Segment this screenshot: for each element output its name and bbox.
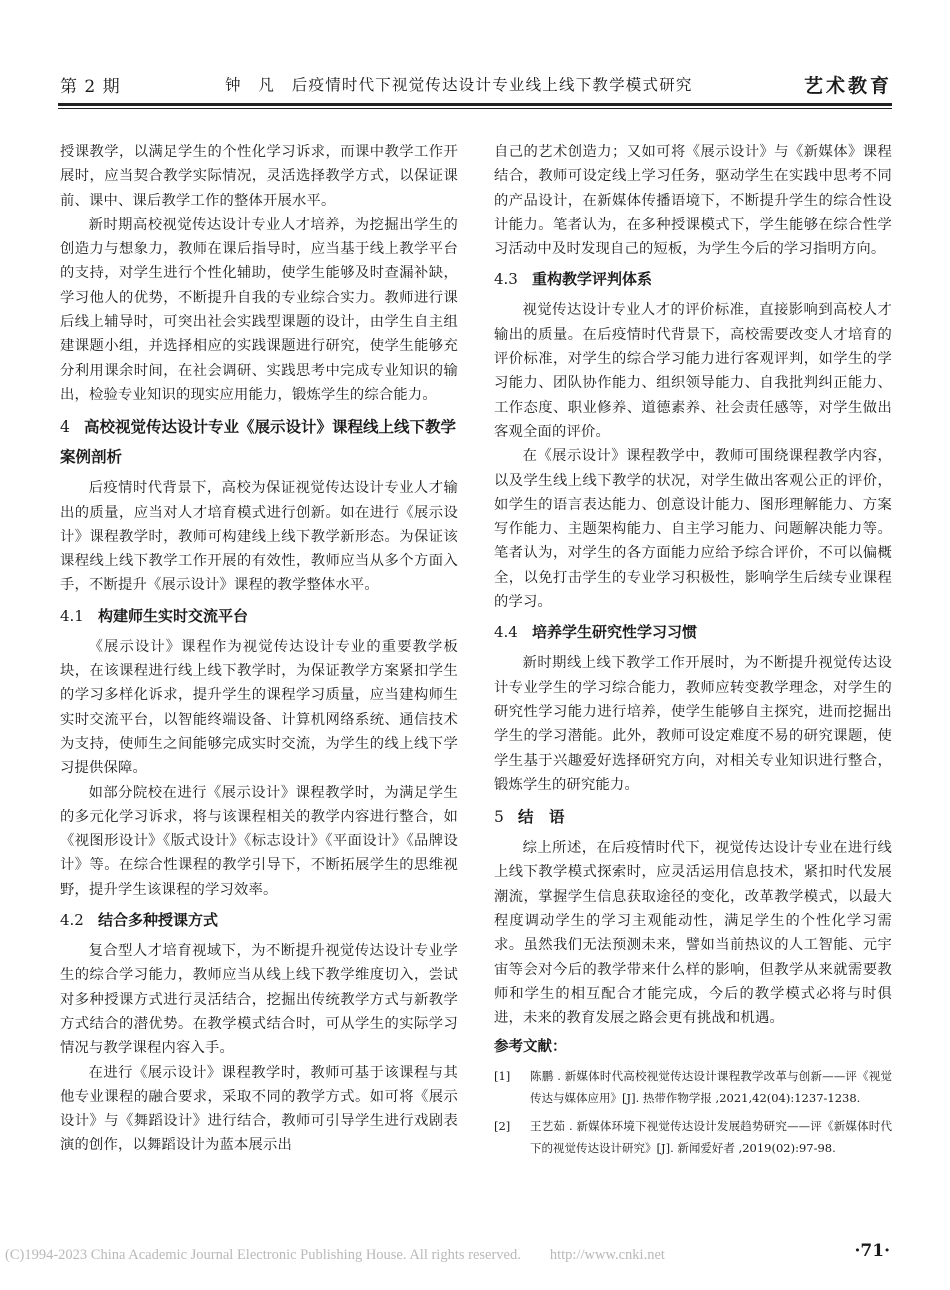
section-heading bbox=[60, 412, 458, 472]
paragraph: 后疫情时代背景下，高校为保证视觉传达设计专业人才输出的质量，应当对人才培育模式进行创新。如在进行《展示设计》课程教学时，教师可构建线上线下教学新形态。为保证该课程线上线下教学工作开展的有效性，教师应当从多个方面入手，不断提升《展示设计》课程的教学整体水平。 bbox=[60, 480, 458, 594]
journal-name: 艺术教育 bbox=[803, 75, 892, 97]
subsection-title: 培养学生研究性学习习惯 bbox=[532, 623, 698, 642]
subsection-title: 重构教学评判体系 bbox=[532, 270, 653, 289]
left-column bbox=[60, 140, 458, 1158]
reference-item bbox=[494, 1115, 892, 1159]
page-number: ·71· bbox=[854, 1241, 890, 1261]
paragraph: 自己的艺术创造力；又如可将《展示设计》与《新媒体》课程结合，教师可设定线上学习任务，驱动学生在实践中思考不同的产品设计，在新媒体传播语境下，不断提升学生的综合性设计能力。笔者认为，在多种授课模式下，学生能够在综合性学习活动中及时发现自己的短板，为学生今后的学习指明方向。 bbox=[494, 144, 892, 258]
header-rule-thin bbox=[58, 108, 892, 109]
paragraph: 新时期线上线下教学工作开展时，为不断提升视觉传达设计专业学生的学习综合能力，教师应转变教学理念，对学生的研究性学习能力进行培养，使学生能够自主探究，进而挖掘出学生的学习潜能。此外，教师可设定难度不易的研究课题，使学生基于兴趣爱好选择研究方向，对相关专业知识进行整合，锻炼学生的研究能力。 bbox=[494, 655, 892, 793]
reference-text: 王艺茹 . 新媒体环境下视觉传达设计发展趋势研究——评《新媒体时代下的视觉传达设计研究》[J]. 新闻爱好者 ,2019(02):97-98. bbox=[530, 1118, 892, 1155]
subsection-heading bbox=[494, 619, 892, 646]
subsection-title: 构建师生实时交流平台 bbox=[98, 606, 249, 625]
subsection-number: 4.3 bbox=[494, 270, 518, 289]
copyright-watermark: (C)1994-2023 China Academic Journal Electronic Publishing House. All rights reserved. http://www.cnki.net bbox=[5, 1247, 665, 1263]
reference-number: [1] bbox=[494, 1068, 511, 1083]
section-number: 5 bbox=[494, 808, 504, 827]
paragraph: 视觉传达设计专业人才的评价标准，直接影响到高校人才输出的质量。在后疫情时代背景下，高校需要改变人才培育的评价标准，对学生的综合学习能力进行客观评判，如学生的学习能力、团队协作能力、组织领导能力、自我批判纠正能力、工作态度、职业修养、道德素养、社会责任感等，对学生做出客观全面的评价。 bbox=[494, 302, 892, 440]
right-column bbox=[494, 140, 892, 1165]
paragraph: 新时期高校视觉传达设计专业人才培养，为挖掘出学生的创造力与想象力，教师在课后指导时，应当基于线上教学平台的支持，对学生进行个性化辅助，使学生能够及时查漏补缺，学习他人的优势，不断提升自我的专业综合实力。教师进行课后线上辅导时，可突出社会实践型课题的设计，由学生自主组建课题小组，并选择相应的实践课题进行研究，使学生能够充分利用课余时间，在社会调研、实践思考中完成专业知识的输出，检验专业知识的现实应用能力，锻炼学生的综合能力。 bbox=[60, 216, 458, 403]
paragraph: 在《展示设计》课程教学中，教师可围绕课程教学内容，以及学生线上线下教学的状况，对学生做出客观公正的评价，如学生的语言表达能力、创意设计能力、图形理解能力、方案写作能力、主题架构能力、自主学习能力、问题解决能力等。笔者认为，对学生的各方面能力应给予综合评价，不可以偏概全，以免打击学生的专业学习积极性，影响学生后续专业课程的学习。 bbox=[494, 448, 892, 611]
paragraph: 综上所述，在后疫情时代下，视觉传达设计专业在进行线上线下教学模式探索时，应灵活运用信息技术，紧扣时代发展潮流，掌握学生信息获取途径的变化，改革教学模式，以最大程度调动学生的学习主观能动性，满足学生的个性化学习需求。虽然我们无法预测未来，譬如当前热议的人工智能、元宇宙等会对今后的教学带来什么样的影响，但教学从来就需要教师和学生的相互配合才能完成，今后的教学模式必将与时俱进，未来的教育发展之路会更有挑战和机遇。 bbox=[494, 840, 892, 1027]
paragraph: 复合型人才培育视域下，为不断提升视觉传达设计专业学生的综合学习能力，教师应当从线上线下教学维度切入，尝试对多种授课方式进行灵活结合，挖掘出传统教学方式与新教学方式结合的潜优势。在教学模式结合时，可从学生的实际学习情况与教学课程内容入手。 bbox=[60, 943, 458, 1057]
subsection-heading bbox=[494, 266, 892, 293]
subsection-heading bbox=[60, 603, 458, 630]
references-heading: 参考文献： bbox=[494, 1038, 567, 1055]
subsection-title: 结合多种授课方式 bbox=[98, 911, 219, 930]
subsection-number: 4.1 bbox=[60, 606, 84, 625]
section-title: 结 语 bbox=[518, 808, 565, 827]
paragraph: 《展示设计》课程作为视觉传达设计专业的重要教学板块，在该课程进行线上线下教学时，为保证教学方案紧扣学生的学习多样化诉求，提升学生的课程学习质量，应当建构师生实时交流平台，以智能终端设备、计算机网络系统、通信技术为支持，使师生之间能够完成实时交流，为学生的线上线下学习提供保障。 bbox=[60, 638, 458, 777]
issue-number: 第 2 期 bbox=[60, 77, 121, 97]
paragraph: 授课教学，以满足学生的个性化学习诉求，而课中教学工作开展时，应当契合教学实际情况，灵活选择教学方式，以保证课前、课中、课后教学工作的整体开展水平。 bbox=[60, 144, 458, 209]
header-rule-thick bbox=[58, 103, 892, 106]
section-title: 高校视觉传达设计专业《展示设计》课程线上线下教学案例剖析 bbox=[60, 418, 457, 467]
paragraph: 如部分院校在进行《展示设计》课程教学时，为满足学生的多元化学习诉求，将与该课程相关的教学内容进行整合，如《视图形设计》《版式设计》《标志设计》《平面设计》《品牌设计》等。在综合性课程的教学引导下，不断拓展学生的思维视野，提升学生该课程的学习效率。 bbox=[60, 784, 458, 898]
section-number: 4 bbox=[60, 418, 70, 437]
reference-number: [2] bbox=[494, 1118, 511, 1133]
running-title: 钟 凡 后疫情时代下视觉传达设计专业线上线下教学模式研究 bbox=[225, 76, 693, 94]
paragraph: 在进行《展示设计》课程教学时，教师可基于该课程与其他专业课程的融合要求，采取不同的教学方式。如可将《展示设计》与《舞蹈设计》进行结合，教师可引导学生进行戏剧表演的创作，以舞蹈设计为蓝本展示出 bbox=[60, 1064, 458, 1154]
reference-text: 陈鹏 . 新媒体时代高校视觉传达设计课程教学改革与创新——评《视觉传达与媒体应用》[J]. 热带作物学报 ,2021,42(04):1237-1238. bbox=[530, 1068, 892, 1105]
section-heading bbox=[494, 802, 892, 832]
subsection-heading bbox=[60, 907, 458, 934]
subsection-number: 4.2 bbox=[60, 911, 84, 930]
subsection-number: 4.4 bbox=[494, 623, 518, 642]
reference-item bbox=[494, 1065, 892, 1109]
page-header bbox=[60, 72, 892, 98]
